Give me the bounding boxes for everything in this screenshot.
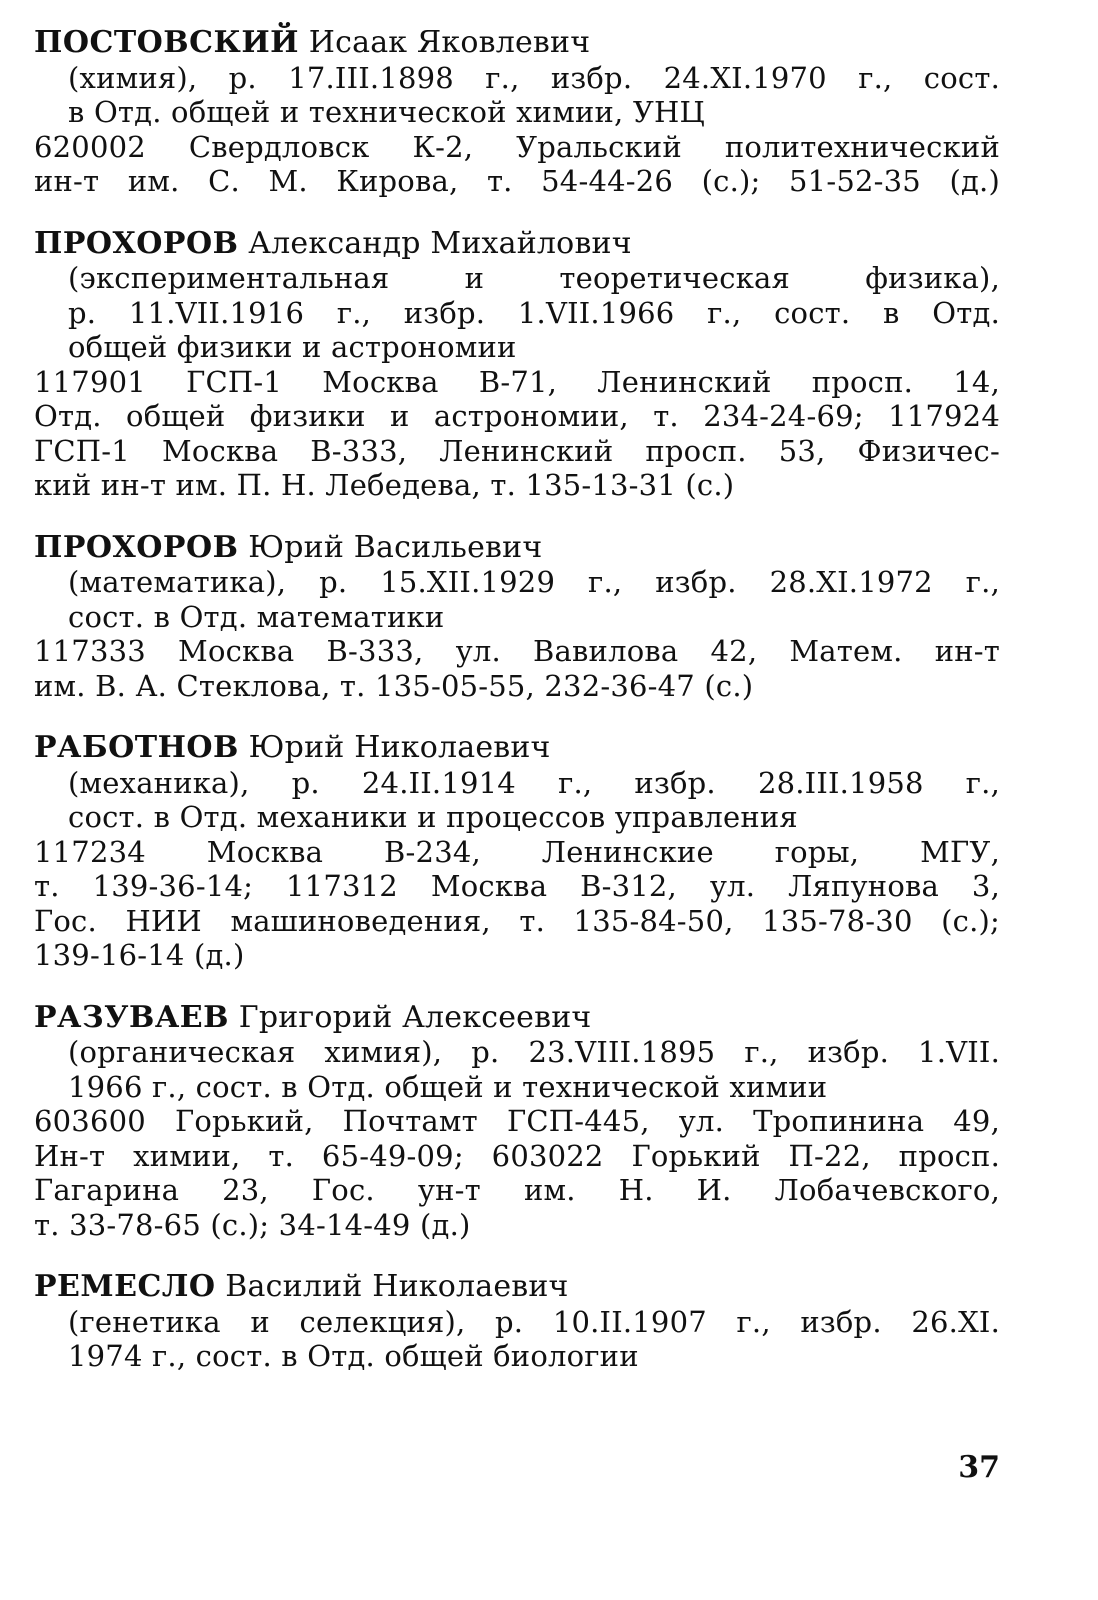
entry-address-line: ГСП-1 Москва В-333, Ленинский просп. 53, Физичес- bbox=[34, 433, 1000, 468]
entry-given-name: Исаак Яковлевич bbox=[308, 25, 591, 60]
entry-given-name: Александр Михайлович bbox=[248, 225, 632, 261]
entry-address-line: ин-т им. С. М. Кирова, т. 54-44-26 (с.); 51-52-35 (д.) bbox=[34, 164, 1000, 198]
entry-address-line: Гос. НИИ машиноведения, т. 135-84-50, 135-78-30 (с.); bbox=[34, 903, 1000, 938]
entry-address-line: 620002 Свердловск К-2, Уральский политехнический bbox=[34, 129, 1000, 164]
entry-address-line: 139-16-14 (д.) bbox=[34, 938, 245, 972]
entry-heading bbox=[34, 731, 1000, 766]
entry-address-line: им. В. А. Стеклова, т. 135-05-55, 232-36-47 (с.) bbox=[34, 668, 754, 703]
entry-address-line: Гагарина 23, Гос. ун-т им. Н. И. Лобачевского, bbox=[34, 1173, 1000, 1207]
entry-surname: РАЗУВАЕВ bbox=[34, 999, 229, 1035]
page-number: 37 bbox=[958, 1450, 1000, 1485]
directory-page bbox=[34, 26, 1000, 1402]
entry-address-line: Отд. общей физики и астрономии, т. 234-24-69; 117924 bbox=[34, 399, 1000, 433]
entry-surname: РЕМЕСЛО bbox=[34, 1269, 216, 1304]
entry-given-name: Юрий Николаевич bbox=[248, 730, 551, 765]
entry-address-line: Ин-т химии, т. 65-49-09; 603022 Горький П-22, просп. bbox=[34, 1138, 1000, 1173]
entry-info-line: 1974 г., сост. в Отд. общей биологии bbox=[68, 1339, 639, 1373]
entry-heading bbox=[34, 26, 1000, 61]
entry-info-line: 1966 г., сост. в Отд. общей и технической химии bbox=[68, 1069, 828, 1104]
entry-address-line: 117901 ГСП-1 Москва В-71, Ленинский просп. 14, bbox=[34, 364, 1000, 399]
entry-info-line: р. 11.VII.1916 г., избр. 1.VII.1966 г., сост. в Отд. bbox=[68, 295, 1000, 330]
entry-razuvaev bbox=[34, 1001, 1000, 1243]
entry-info-line: общей физики и астрономии bbox=[68, 330, 517, 364]
entry-info-line: (органическая химия), р. 23.VIII.1895 г., избр. 1.VII. bbox=[68, 1035, 1000, 1069]
entry-address-line: 603600 Горький, Почтамт ГСП-445, ул. Тропинина 49, bbox=[34, 1104, 1000, 1138]
entry-given-name: Григорий Алексеевич bbox=[238, 999, 592, 1035]
entry-prokhorov-yv bbox=[34, 531, 1000, 704]
entry-address-line: т. 33-78-65 (с.); 34-14-49 (д.) bbox=[34, 1207, 471, 1242]
entry-prokhorov-am bbox=[34, 227, 1000, 503]
entry-info-line: в Отд. общей и технической химии, УНЦ bbox=[68, 95, 705, 129]
entry-address-line: 117234 Москва В-234, Ленинские горы, МГУ, bbox=[34, 834, 1000, 869]
entry-info-line: сост. в Отд. математики bbox=[68, 599, 445, 634]
entry-remeslo bbox=[34, 1270, 1000, 1374]
entry-rabotnov bbox=[34, 731, 1000, 973]
entry-info-line: (экспериментальная и теоретическая физика), bbox=[68, 261, 1000, 295]
entry-address-line: 117333 Москва В-333, ул. Вавилова 42, Матем. ин-т bbox=[34, 634, 1000, 668]
entry-address-line: т. 139-36-14; 117312 Москва В-312, ул. Ляпунова 3, bbox=[34, 869, 1000, 903]
entry-surname: ПОСТОВСКИЙ bbox=[34, 25, 300, 60]
entry-postovsky bbox=[34, 26, 1000, 199]
entry-info-line: (математика), р. 15.XII.1929 г., избр. 28.XI.1972 г., bbox=[68, 565, 1000, 599]
entry-surname: РАБОТНОВ bbox=[34, 730, 239, 765]
entry-address-line: кий ин-т им. П. Н. Лебедева, т. 135-13-31 (с.) bbox=[34, 468, 735, 502]
entry-heading bbox=[34, 531, 1000, 566]
entry-info-line: (химия), р. 17.III.1898 г., избр. 24.XI.1970 г., сост. bbox=[68, 60, 1000, 95]
entry-surname: ПРОХОРОВ bbox=[34, 529, 239, 565]
entry-info-line: (генетика и селекция), р. 10.II.1907 г., избр. 26.XI. bbox=[68, 1304, 1000, 1339]
entry-heading bbox=[34, 1270, 1000, 1305]
entry-heading bbox=[34, 227, 1000, 262]
entry-surname: ПРОХОРОВ bbox=[34, 225, 239, 261]
entry-given-name: Василий Николаевич bbox=[225, 1269, 569, 1304]
entry-info-line: сост. в Отд. механики и процессов управления bbox=[68, 800, 798, 834]
entry-heading bbox=[34, 1001, 1000, 1036]
entry-given-name: Юрий Васильевич bbox=[248, 529, 543, 565]
entry-info-line: (механика), р. 24.II.1914 г., избр. 28.III.1958 г., bbox=[68, 765, 1000, 800]
